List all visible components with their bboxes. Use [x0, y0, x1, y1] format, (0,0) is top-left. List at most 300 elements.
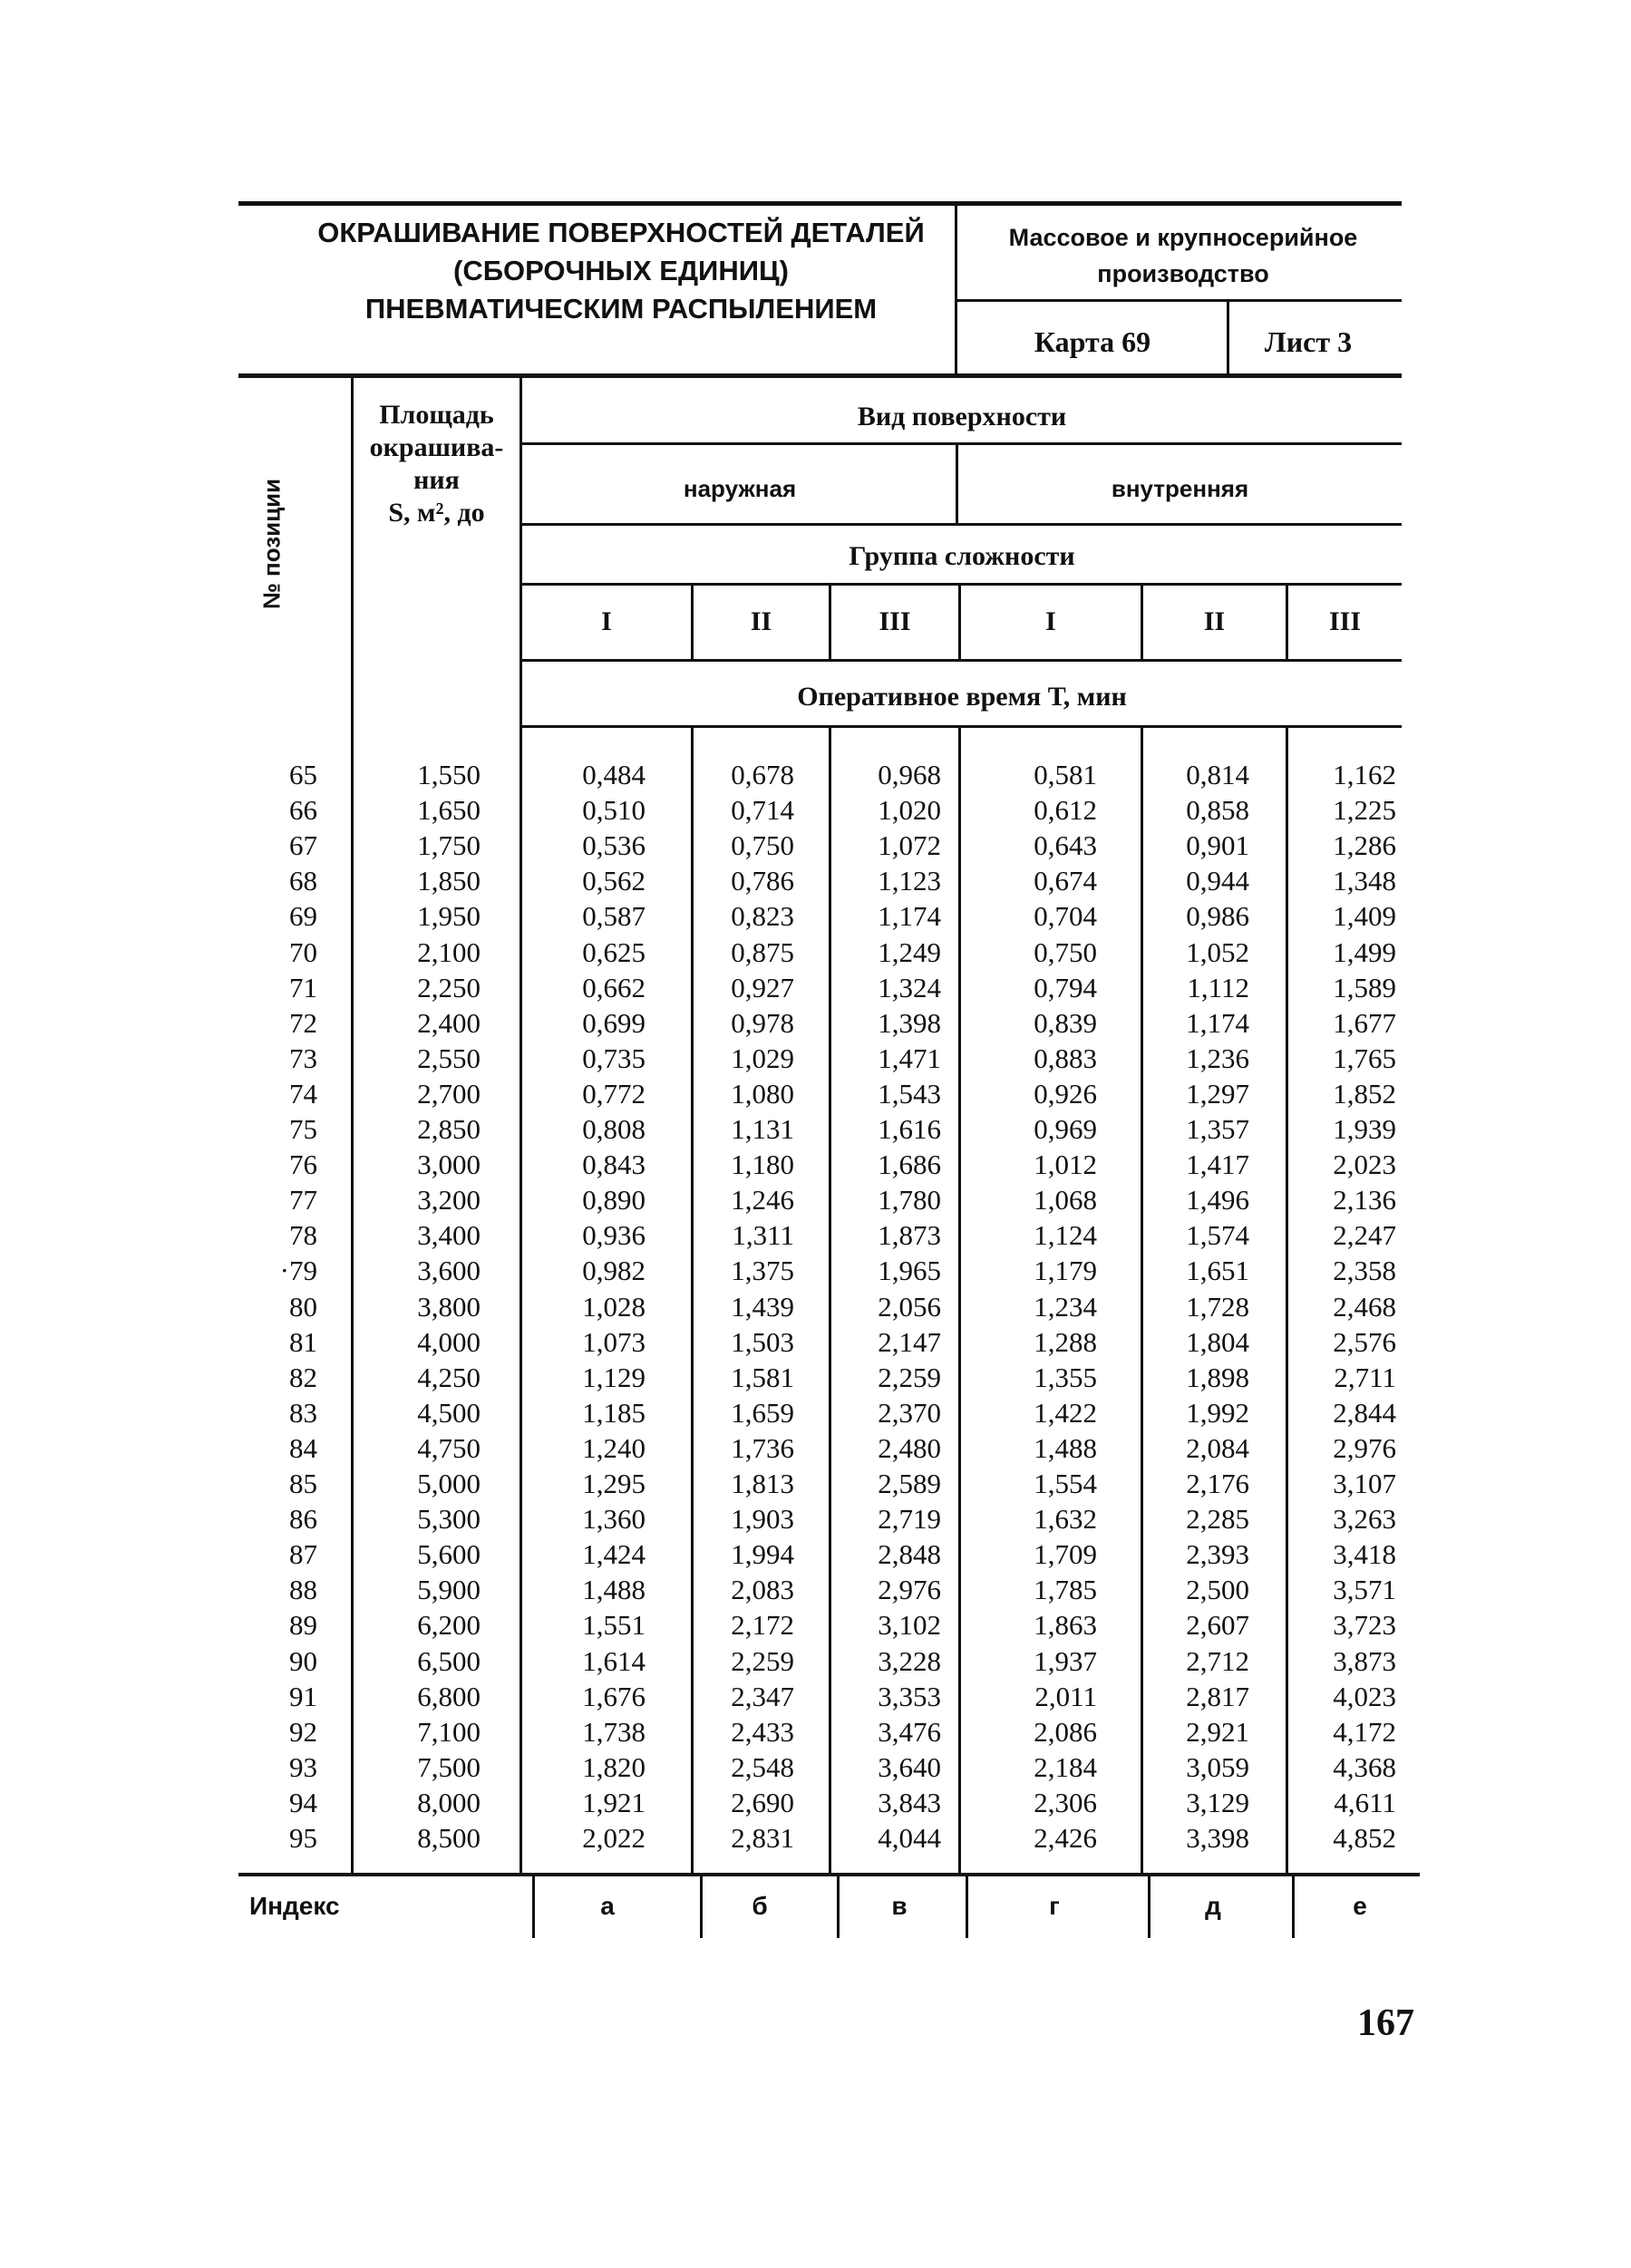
time-cell: 1,677 — [1333, 1006, 1396, 1039]
time-cell: 3,723 — [1333, 1609, 1396, 1642]
time-cell: 1,488 — [1034, 1431, 1097, 1464]
time-cell: 4,172 — [1333, 1715, 1396, 1748]
position-cell: 89 — [289, 1609, 317, 1642]
position-cell: 72 — [289, 1006, 317, 1039]
area-cell: 2,700 — [417, 1077, 481, 1110]
time-cell: 1,324 — [878, 971, 941, 1003]
surface-kind-rule — [522, 523, 1402, 526]
time-cell: 1,903 — [731, 1503, 794, 1536]
time-cell: 1,422 — [1034, 1396, 1097, 1429]
time-cell: 2,480 — [878, 1431, 941, 1464]
time-cell: 1,965 — [878, 1255, 941, 1287]
time-cell: 0,625 — [582, 935, 646, 968]
time-cell: 2,285 — [1186, 1503, 1249, 1536]
time-cell: 0,978 — [731, 1006, 794, 1039]
time-cell: 0,786 — [731, 865, 794, 897]
time-cell: 2,370 — [878, 1396, 941, 1429]
time-cell: 2,347 — [731, 1680, 794, 1712]
time-cell: 1,659 — [731, 1396, 794, 1429]
production-rule — [956, 299, 1402, 302]
position-cell: 68 — [289, 865, 317, 897]
document-title — [263, 214, 979, 328]
time-cell: 1,686 — [878, 1149, 941, 1181]
time-cell: 1,939 — [1333, 1113, 1396, 1145]
body-divider-5 — [958, 727, 961, 1874]
time-cell: 4,852 — [1333, 1822, 1396, 1854]
time-cell: 1,131 — [731, 1113, 794, 1145]
title-line-3: ПНЕВМАТИЧЕСКИМ РАСПЫЛЕНИЕМ — [364, 293, 878, 325]
index-label: Индекс — [249, 1892, 340, 1920]
time-cell: 1,162 — [1333, 759, 1396, 790]
area-cell: 4,000 — [417, 1325, 481, 1358]
time-cell: 0,823 — [731, 900, 794, 933]
time-cell: 0,936 — [582, 1219, 646, 1252]
time-cell: 1,488 — [582, 1574, 646, 1606]
time-cell: 1,863 — [1034, 1609, 1097, 1642]
area-cell: 3,600 — [417, 1255, 481, 1287]
header-bottom-rule — [522, 725, 1402, 728]
position-cell: 83 — [289, 1396, 317, 1429]
position-cell: 88 — [289, 1574, 317, 1606]
time-cell: 2,976 — [1333, 1431, 1396, 1464]
position-cell: 86 — [289, 1503, 317, 1536]
time-cell: 3,228 — [878, 1644, 941, 1677]
position-cell: 87 — [289, 1538, 317, 1571]
time-cell: 3,418 — [1333, 1538, 1396, 1571]
time-cell: 0,944 — [1186, 865, 1249, 897]
time-cell: 1,174 — [878, 900, 941, 933]
area-cell: 3,200 — [417, 1184, 481, 1216]
time-cell: 1,052 — [1186, 935, 1249, 968]
time-cell: 2,247 — [1333, 1219, 1396, 1252]
time-cell: 4,023 — [1333, 1680, 1396, 1712]
time-cell: 3,398 — [1186, 1822, 1249, 1854]
time-cell: 1,471 — [878, 1042, 941, 1074]
complexity-rule — [522, 583, 1402, 586]
area-cell: 2,850 — [417, 1113, 481, 1145]
time-cell: 2,831 — [731, 1822, 794, 1854]
time-cell: 2,011 — [1034, 1680, 1097, 1712]
time-cell: 1,020 — [878, 794, 941, 827]
time-cell: 1,360 — [582, 1503, 646, 1536]
complexity-group-label: I — [1045, 606, 1056, 636]
time-cell: 1,424 — [582, 1538, 646, 1571]
time-cell: 1,780 — [878, 1184, 941, 1216]
time-cell: 1,804 — [1186, 1325, 1249, 1358]
time-cell: 0,794 — [1034, 971, 1097, 1003]
time-cell: 2,576 — [1333, 1325, 1396, 1358]
time-cell: 1,616 — [878, 1113, 941, 1145]
time-cell: 1,632 — [1034, 1503, 1097, 1536]
time-cell: 0,890 — [582, 1184, 646, 1216]
index-letter: г — [1049, 1892, 1060, 1920]
time-cell: 2,259 — [878, 1361, 941, 1393]
time-cell: 1,357 — [1186, 1113, 1249, 1145]
time-cell: 2,393 — [1186, 1538, 1249, 1571]
time-cell: 2,084 — [1186, 1431, 1249, 1464]
time-cell: 2,172 — [731, 1609, 794, 1642]
time-cell: 1,295 — [582, 1468, 646, 1499]
time-cell: 3,476 — [878, 1715, 941, 1748]
time-cell: 1,554 — [1034, 1468, 1097, 1499]
area-header-line-2: окрашива- — [369, 432, 504, 462]
position-cell: ·79 — [279, 1255, 317, 1287]
time-cell: 2,468 — [1333, 1290, 1396, 1323]
time-cell: 2,607 — [1186, 1609, 1249, 1642]
time-cell: 1,992 — [1186, 1396, 1249, 1429]
area-cell: 1,750 — [417, 829, 481, 862]
position-cell: 93 — [289, 1750, 317, 1783]
time-cell: 0,562 — [582, 865, 646, 897]
area-header-line-4: S, м², до — [388, 498, 485, 528]
position-cell: 73 — [289, 1042, 317, 1074]
time-cell: 1,820 — [582, 1750, 646, 1783]
time-cell: 2,306 — [1034, 1786, 1097, 1818]
time-cell: 1,129 — [582, 1361, 646, 1393]
area-cell: 1,650 — [417, 794, 481, 827]
time-cell: 1,225 — [1333, 794, 1396, 827]
time-cell: 1,068 — [1034, 1184, 1097, 1216]
area-cell: 5,600 — [417, 1538, 481, 1571]
time-cell: 0,969 — [1034, 1113, 1097, 1145]
position-cell: 92 — [289, 1715, 317, 1748]
time-cell: 2,136 — [1333, 1184, 1396, 1216]
area-cell: 7,100 — [417, 1715, 481, 1748]
time-cell: 1,813 — [731, 1468, 794, 1499]
card-sheet-divider — [1227, 301, 1229, 375]
time-cell: 1,236 — [1186, 1042, 1249, 1074]
time-cell: 1,581 — [731, 1361, 794, 1393]
time-cell: 1,246 — [731, 1184, 794, 1216]
time-cell: 2,589 — [878, 1468, 941, 1499]
time-cell: 2,184 — [1034, 1750, 1097, 1783]
area-cell: 5,000 — [417, 1468, 481, 1499]
time-cell: 2,719 — [878, 1503, 941, 1536]
position-cell: 78 — [289, 1219, 317, 1252]
production-line-1: Массовое и крупносерийное — [1008, 224, 1358, 251]
complexity-group-label: III — [879, 606, 911, 636]
time-cell: 1,499 — [1333, 935, 1396, 968]
time-cell: 1,249 — [878, 935, 941, 968]
time-cell: 0,735 — [582, 1042, 646, 1074]
time-cell: 1,375 — [731, 1255, 794, 1287]
time-cell: 1,234 — [1034, 1290, 1097, 1323]
time-cell: 0,750 — [1034, 935, 1097, 968]
time-cell: 0,484 — [582, 759, 646, 790]
time-cell: 0,674 — [1034, 865, 1097, 897]
area-cell: 8,000 — [417, 1786, 481, 1818]
time-cell: 3,873 — [1333, 1644, 1396, 1677]
time-cell: 1,240 — [582, 1431, 646, 1464]
time-cell: 1,873 — [878, 1219, 941, 1252]
time-cell: 1,179 — [1034, 1255, 1097, 1287]
position-cell: 65 — [289, 759, 317, 790]
position-cell: 71 — [289, 971, 317, 1003]
time-cell: 1,937 — [1034, 1644, 1097, 1677]
time-cell: 3,129 — [1186, 1786, 1249, 1818]
production-type — [961, 219, 1405, 292]
outer-surface-header: наружная — [683, 475, 797, 502]
production-line-2: производство — [1097, 260, 1269, 287]
time-cell: 1,355 — [1034, 1361, 1097, 1393]
time-cell: 1,709 — [1034, 1538, 1097, 1571]
header-top-rule — [238, 201, 1402, 206]
time-cell: 0,772 — [582, 1077, 646, 1110]
time-cell: 0,510 — [582, 794, 646, 827]
position-cell: 69 — [289, 900, 317, 933]
inner-surface-header: внутренняя — [1111, 475, 1249, 502]
time-cell: 1,543 — [878, 1077, 941, 1110]
time-cell: 0,678 — [731, 759, 794, 790]
time-cell: 1,286 — [1333, 829, 1396, 862]
time-cell: 2,023 — [1333, 1149, 1396, 1181]
operative-time-header: Оперативное время Т, мин — [797, 682, 1127, 712]
area-cell: 3,800 — [417, 1290, 481, 1323]
time-cell: 2,086 — [1034, 1715, 1097, 1748]
time-cell: 2,259 — [731, 1644, 794, 1677]
time-cell: 1,898 — [1186, 1361, 1249, 1393]
time-cell: 2,147 — [878, 1325, 941, 1358]
position-cell: 77 — [289, 1184, 317, 1216]
position-cell: 81 — [289, 1325, 317, 1358]
time-cell: 2,083 — [731, 1574, 794, 1606]
position-cell: 91 — [289, 1680, 317, 1712]
time-cell: 2,817 — [1186, 1680, 1249, 1712]
position-cell: 70 — [289, 935, 317, 968]
surface-rule — [522, 442, 1402, 445]
time-cell: 1,496 — [1186, 1184, 1249, 1216]
area-cell: 2,250 — [417, 971, 481, 1003]
time-cell: 0,968 — [878, 759, 941, 790]
time-cell: 2,176 — [1186, 1468, 1249, 1499]
time-cell: 3,059 — [1186, 1750, 1249, 1783]
area-cell: 1,850 — [417, 865, 481, 897]
area-cell: 4,750 — [417, 1431, 481, 1464]
time-cell: 0,581 — [1034, 759, 1097, 790]
position-cell: 67 — [289, 829, 317, 862]
area-header-line-1: Площадь — [379, 400, 494, 430]
time-cell: 1,417 — [1186, 1149, 1249, 1181]
time-cell: 0,982 — [582, 1255, 646, 1287]
area-cell: 3,000 — [417, 1149, 481, 1181]
time-cell: 0,927 — [731, 971, 794, 1003]
area-cell: 4,500 — [417, 1396, 481, 1429]
table-top-rule — [238, 373, 1402, 378]
sheet-number: Лист 3 — [1264, 325, 1353, 358]
time-cell: 1,728 — [1186, 1290, 1249, 1323]
time-cell: 2,711 — [1334, 1361, 1396, 1393]
time-cell: 2,500 — [1186, 1574, 1249, 1606]
header-divider — [955, 203, 957, 375]
area-cell: 2,400 — [417, 1006, 481, 1039]
index-tick — [1292, 1875, 1295, 1938]
time-cell: 4,044 — [878, 1822, 941, 1854]
area-cell: 1,950 — [417, 900, 481, 933]
area-cell: 5,300 — [417, 1503, 481, 1536]
time-cell: 2,976 — [878, 1574, 941, 1606]
time-cell: 1,288 — [1034, 1325, 1097, 1358]
time-cell: 0,662 — [582, 971, 646, 1003]
index-letter: в — [891, 1892, 908, 1920]
area-cell: 6,500 — [417, 1644, 481, 1677]
position-cell: 76 — [289, 1149, 317, 1181]
time-cell: 0,814 — [1186, 759, 1249, 790]
index-letter: е — [1353, 1892, 1367, 1920]
time-cell: 0,704 — [1034, 900, 1097, 933]
time-cell: 1,439 — [731, 1290, 794, 1323]
time-cell: 2,358 — [1333, 1255, 1396, 1287]
index-tick — [700, 1875, 703, 1938]
area-cell: 7,500 — [417, 1750, 481, 1783]
position-cell: 66 — [289, 794, 317, 827]
area-cell: 5,900 — [417, 1574, 481, 1606]
complexity-group-label: I — [601, 606, 612, 636]
time-cell: 0,901 — [1186, 829, 1249, 862]
time-cell: 3,843 — [878, 1786, 941, 1818]
area-cell: 2,550 — [417, 1042, 481, 1074]
time-cell: 0,808 — [582, 1113, 646, 1145]
index-tick — [966, 1875, 968, 1938]
time-cell: 0,986 — [1186, 900, 1249, 933]
time-cell: 2,712 — [1186, 1644, 1249, 1677]
complexity-group-label: II — [1203, 606, 1226, 636]
title-line-1: ОКРАШИВАНИЕ ПОВЕРХНОСТЕЙ ДЕТАЛЕЙ — [317, 217, 925, 248]
area-cell: 2,100 — [417, 935, 481, 968]
title-line-2: (СБОРОЧНЫХ ЕДИНИЦ) — [453, 255, 789, 286]
group-rule — [522, 659, 1402, 662]
time-cell: 1,676 — [582, 1680, 646, 1712]
area-header-line-3: ния — [413, 465, 460, 495]
time-cell: 2,433 — [731, 1715, 794, 1748]
time-cell: 3,107 — [1333, 1468, 1396, 1499]
position-cell: 90 — [289, 1644, 317, 1677]
area-cell: 3,400 — [417, 1219, 481, 1252]
position-cell: 74 — [289, 1077, 317, 1110]
time-cell: 3,353 — [878, 1680, 941, 1712]
position-cell: 80 — [289, 1290, 317, 1323]
area-cell: 6,800 — [417, 1680, 481, 1712]
time-cell: 1,551 — [582, 1609, 646, 1642]
time-cell: 1,736 — [731, 1431, 794, 1464]
position-cell: 75 — [289, 1113, 317, 1145]
time-cell: 2,921 — [1186, 1715, 1249, 1748]
time-cell: 0,587 — [582, 900, 646, 933]
time-cell: 4,611 — [1334, 1786, 1396, 1818]
time-cell: 0,843 — [582, 1149, 646, 1181]
time-cell: 1,185 — [582, 1396, 646, 1429]
time-cell: 1,174 — [1186, 1006, 1249, 1039]
time-cell: 1,409 — [1333, 900, 1396, 933]
time-cell: 1,738 — [582, 1715, 646, 1748]
index-tick — [837, 1875, 840, 1938]
time-cell: 0,536 — [582, 829, 646, 862]
time-cell: 2,848 — [878, 1538, 941, 1571]
time-cell: 0,926 — [1034, 1077, 1097, 1110]
time-cell: 1,994 — [731, 1538, 794, 1571]
table-bottom-rule — [238, 1873, 1420, 1876]
time-cell: 2,548 — [731, 1750, 794, 1783]
time-cell: 1,012 — [1034, 1149, 1097, 1181]
time-cell: 4,368 — [1333, 1750, 1396, 1783]
time-cell: 1,180 — [731, 1149, 794, 1181]
time-cell: 0,643 — [1034, 829, 1097, 862]
time-cell: 1,029 — [731, 1042, 794, 1074]
time-cell: 0,714 — [731, 794, 794, 827]
time-cell: 1,072 — [878, 829, 941, 862]
position-cell: 94 — [289, 1786, 317, 1818]
index-letter: д — [1205, 1892, 1221, 1920]
page-number: 167 — [1357, 2002, 1414, 2044]
time-cell: 1,921 — [582, 1786, 646, 1818]
card-number: Карта 69 — [1034, 325, 1151, 358]
time-cell: 1,765 — [1333, 1042, 1396, 1074]
time-cell: 2,844 — [1333, 1396, 1396, 1429]
time-cell: 1,311 — [732, 1219, 794, 1252]
time-cell: 1,124 — [1034, 1219, 1097, 1252]
time-cell: 1,080 — [731, 1077, 794, 1110]
time-cell: 1,297 — [1186, 1077, 1249, 1110]
time-cell: 0,875 — [731, 935, 794, 968]
time-cell: 1,073 — [582, 1325, 646, 1358]
position-column-header: № позиции — [257, 478, 286, 610]
position-cell: 82 — [289, 1361, 317, 1393]
time-cell: 0,858 — [1186, 794, 1249, 827]
time-cell: 3,102 — [878, 1609, 941, 1642]
position-cell: 95 — [289, 1822, 317, 1854]
index-tick — [1148, 1875, 1150, 1938]
time-cell: 0,699 — [582, 1006, 646, 1039]
complexity-group-label: III — [1328, 606, 1362, 636]
time-cell: 1,574 — [1186, 1219, 1249, 1252]
index-tick — [532, 1875, 535, 1938]
area-cell: 8,500 — [417, 1822, 481, 1854]
time-cell: 1,651 — [1186, 1255, 1249, 1287]
time-cell: 1,348 — [1333, 865, 1396, 897]
area-cell: 4,250 — [417, 1361, 481, 1393]
complexity-group-label: II — [750, 606, 772, 636]
time-cell: 1,398 — [878, 1006, 941, 1039]
time-cell: 3,263 — [1333, 1503, 1396, 1536]
time-cell: 1,112 — [1187, 971, 1249, 1003]
area-column-header — [354, 399, 519, 529]
position-cell: 85 — [289, 1468, 317, 1499]
time-cell: 1,503 — [731, 1325, 794, 1358]
time-cell: 0,883 — [1034, 1042, 1097, 1074]
time-cell: 3,571 — [1333, 1574, 1396, 1606]
time-cell: 1,589 — [1333, 971, 1396, 1003]
time-cell: 1,123 — [878, 865, 941, 897]
position-cell: 84 — [289, 1431, 317, 1464]
time-cell: 2,426 — [1034, 1822, 1097, 1854]
time-cell: 1,614 — [582, 1644, 646, 1677]
area-cell: 6,200 — [417, 1609, 481, 1642]
time-cell: 2,690 — [731, 1786, 794, 1818]
area-cell: 1,550 — [417, 759, 481, 790]
time-cell: 3,640 — [878, 1750, 941, 1783]
time-cell: 1,028 — [582, 1290, 646, 1323]
time-cell: 0,839 — [1034, 1006, 1097, 1039]
time-cell: 1,785 — [1034, 1574, 1097, 1606]
time-cell: 0,750 — [731, 829, 794, 862]
time-cell: 1,852 — [1333, 1077, 1396, 1110]
time-cell: 2,056 — [878, 1290, 941, 1323]
time-cell: 0,612 — [1034, 794, 1097, 827]
time-cell: 2,022 — [582, 1822, 646, 1854]
complexity-group-header: Группа сложности — [849, 541, 1075, 571]
surface-type-header: Вид поверхности — [857, 402, 1067, 431]
index-letter: а — [600, 1892, 615, 1920]
index-letter: б — [752, 1892, 768, 1920]
